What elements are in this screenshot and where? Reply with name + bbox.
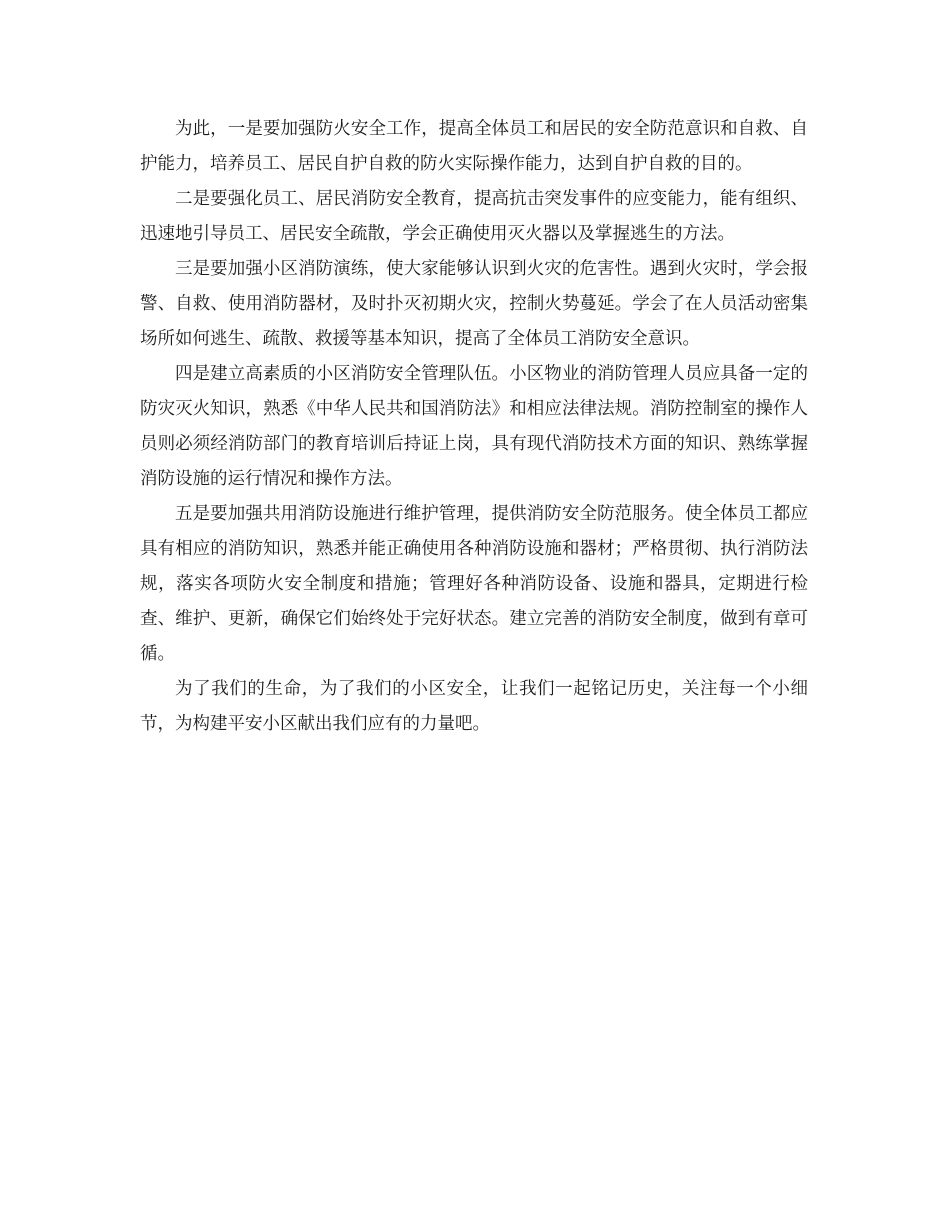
paragraph-4: 四是建立高素质的小区消防安全管理队伍。小区物业的消防管理人员应具备一定的防灾灭火知识，熟悉《中华人民共和国消防法》和相应法律法规。消防控制室的操作人员则必须经消防部门的教育培训后持证上岗，具有现代消防技术方面的知识、熟练掌握消防设施的运行情况和操作方法。 [140, 364, 808, 489]
paragraph-1: 为此，一是要加强防火安全工作，提高全体员工和居民的安全防范意识和自救、自护能力，培养员工、居民自护自救的防火实际操作能力，达到自护自救的目的。 [140, 119, 808, 174]
paragraph-2: 二是要强化员工、居民消防安全教育，提高抗击突发事件的应变能力，能有组织、迅速地引导员工、居民安全疏散，学会正确使用灭火器以及掌握逃生的方法。 [140, 189, 808, 244]
paragraph-5: 五是要加强共用消防设施进行维护管理，提供消防安全防范服务。使全体员工都应具有相应的消防知识，熟悉并能正确使用各种消防设施和器材；严格贯彻、执行消防法规，落实各项防火安全制度和措施；管理好各种消防设备、设施和器具，定期进行检查、维护、更新，确保它们始终处于完好状态。建立完善的消防安全制度，做到有章可循。 [140, 504, 808, 664]
paragraph-6: 为了我们的生命，为了我们的小区安全，让我们一起铭记历史，关注每一个小细节，为构建平安小区献出我们应有的力量吧。 [140, 679, 808, 734]
paragraph-3: 三是要加强小区消防演练，使大家能够认识到火灾的危害性。遇到火灾时，学会报警、自救、使用消防器材，及时扑灭初期火灾，控制火势蔓延。学会了在人员活动密集场所如何逃生、疏散、救援等基本知识，提高了全体员工消防安全意识。 [140, 259, 808, 349]
document-body [140, 112, 808, 742]
